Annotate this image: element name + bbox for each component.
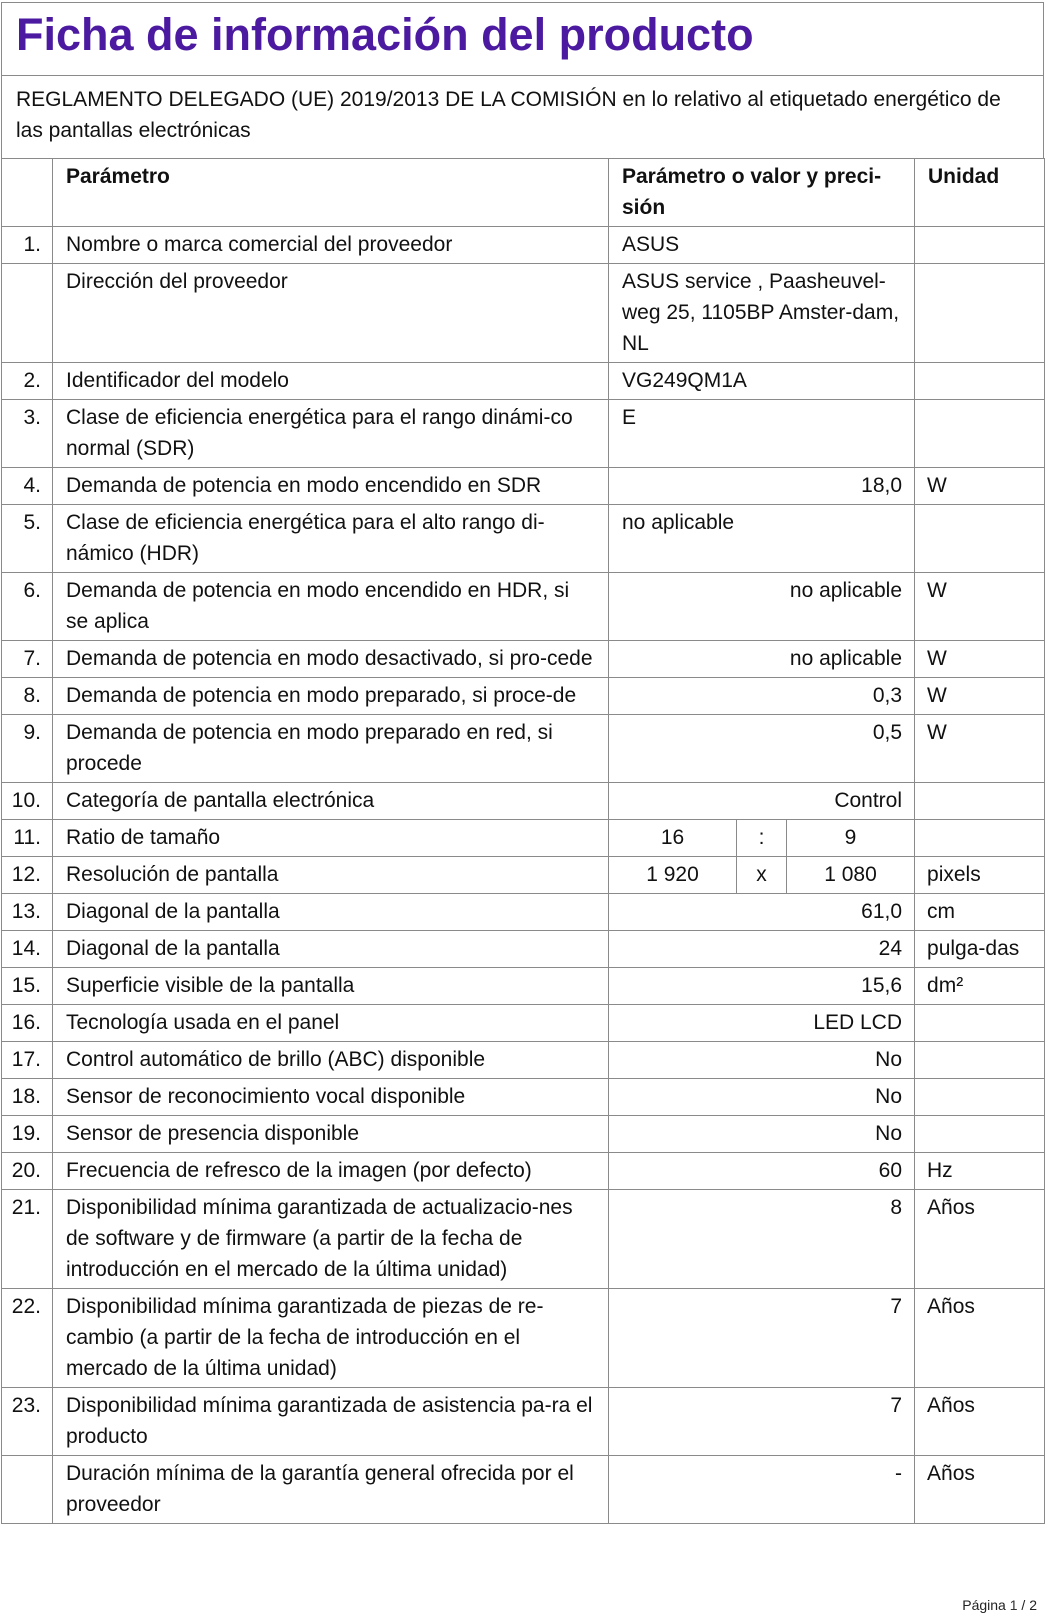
table-row xyxy=(2,1388,1045,1456)
row-parameter: Clase de eficiencia energética para el alto rango di-námico (HDR) xyxy=(53,505,609,573)
row-parameter: Sensor de reconocimiento vocal disponible xyxy=(53,1079,609,1116)
row-unit: W xyxy=(915,678,1045,715)
row-unit xyxy=(915,264,1045,363)
row-parameter: Ratio de tamaño xyxy=(53,820,609,857)
row-value-a: 16 xyxy=(609,820,737,857)
row-value: 15,6 xyxy=(609,968,915,1005)
row-unit xyxy=(915,1079,1045,1116)
table-row xyxy=(2,573,1045,641)
row-value: 24 xyxy=(609,931,915,968)
row-unit: pulga-das xyxy=(915,931,1045,968)
row-value: 7 xyxy=(609,1289,915,1388)
row-value-separator: x xyxy=(737,857,787,894)
row-value: No xyxy=(609,1116,915,1153)
row-number: 8. xyxy=(2,678,53,715)
table-row xyxy=(2,820,1045,857)
row-value: no aplicable xyxy=(609,573,915,641)
row-number xyxy=(2,264,53,363)
row-number: 11. xyxy=(2,820,53,857)
row-unit: W xyxy=(915,641,1045,678)
row-number: 12. xyxy=(2,857,53,894)
row-parameter: Dirección del proveedor xyxy=(53,264,609,363)
regulation-subtitle: REGLAMENTO DELEGADO (UE) 2019/2013 DE LA COMISIÓN en lo relativo al etiquetado energético de las pantallas electrónicas xyxy=(1,75,1044,158)
table-row xyxy=(2,1042,1045,1079)
page-number xyxy=(962,1597,1037,1613)
table-row xyxy=(2,1079,1045,1116)
row-value: ASUS xyxy=(609,227,915,264)
row-parameter: Sensor de presencia disponible xyxy=(53,1116,609,1153)
row-value: 60 xyxy=(609,1153,915,1190)
row-parameter: Control automático de brillo (ABC) disponible xyxy=(53,1042,609,1079)
row-unit xyxy=(915,783,1045,820)
row-unit: W xyxy=(915,468,1045,505)
row-parameter: Nombre o marca comercial del proveedor xyxy=(53,227,609,264)
row-parameter: Clase de eficiencia energética para el rango dinámi-co normal (SDR) xyxy=(53,400,609,468)
product-parameters-table xyxy=(1,158,1045,1524)
row-value: no aplicable xyxy=(609,505,915,573)
table-row xyxy=(2,400,1045,468)
page-total: 2 xyxy=(1029,1597,1037,1613)
row-value: 8 xyxy=(609,1190,915,1289)
header-value: Parámetro o valor y preci-sión xyxy=(609,159,915,227)
row-number: 2. xyxy=(2,363,53,400)
row-number xyxy=(2,1456,53,1524)
table-row xyxy=(2,1116,1045,1153)
header-parameter: Parámetro xyxy=(53,159,609,227)
row-number: 20. xyxy=(2,1153,53,1190)
row-parameter: Diagonal de la pantalla xyxy=(53,894,609,931)
row-parameter: Identificador del modelo xyxy=(53,363,609,400)
row-parameter: Disponibilidad mínima garantizada de piezas de re-cambio (a partir de la fecha de introducción en el mercado de la última unidad) xyxy=(53,1289,609,1388)
table-header-row xyxy=(2,159,1045,227)
row-number: 10. xyxy=(2,783,53,820)
table-row xyxy=(2,857,1045,894)
row-number: 19. xyxy=(2,1116,53,1153)
page-title: Ficha de información del producto xyxy=(16,9,754,60)
row-parameter: Frecuencia de refresco de la imagen (por defecto) xyxy=(53,1153,609,1190)
table-row xyxy=(2,783,1045,820)
table-row xyxy=(2,1190,1045,1289)
table-row xyxy=(2,1289,1045,1388)
row-value: No xyxy=(609,1042,915,1079)
row-parameter: Tecnología usada en el panel xyxy=(53,1005,609,1042)
table-row xyxy=(2,1456,1045,1524)
row-unit: Años xyxy=(915,1190,1045,1289)
row-number: 7. xyxy=(2,641,53,678)
row-unit: Años xyxy=(915,1289,1045,1388)
row-parameter: Resolución de pantalla xyxy=(53,857,609,894)
row-value-a: 1 920 xyxy=(609,857,737,894)
table-row xyxy=(2,641,1045,678)
row-value-b: 1 080 xyxy=(787,857,915,894)
table-row xyxy=(2,264,1045,363)
row-number: 13. xyxy=(2,894,53,931)
row-parameter: Demanda de potencia en modo encendido en SDR xyxy=(53,468,609,505)
row-unit xyxy=(915,400,1045,468)
row-value: ASUS service , Paasheuvel-weg 25, 1105BP Amster-dam, NL xyxy=(609,264,915,363)
row-number: 23. xyxy=(2,1388,53,1456)
row-number: 18. xyxy=(2,1079,53,1116)
row-value: 18,0 xyxy=(609,468,915,505)
row-parameter: Disponibilidad mínima garantizada de asistencia pa-ra el producto xyxy=(53,1388,609,1456)
row-parameter: Demanda de potencia en modo encendido en HDR, si se aplica xyxy=(53,573,609,641)
table-row xyxy=(2,715,1045,783)
row-number: 21. xyxy=(2,1190,53,1289)
table-row xyxy=(2,894,1045,931)
row-number: 17. xyxy=(2,1042,53,1079)
table-body xyxy=(2,227,1045,1524)
row-parameter: Demanda de potencia en modo preparado, si proce-de xyxy=(53,678,609,715)
table-row xyxy=(2,505,1045,573)
page-current: 1 xyxy=(1009,1597,1018,1613)
row-unit xyxy=(915,1116,1045,1153)
row-number: 1. xyxy=(2,227,53,264)
row-value: 61,0 xyxy=(609,894,915,931)
row-value: - xyxy=(609,1456,915,1524)
row-number: 6. xyxy=(2,573,53,641)
row-value: Control xyxy=(609,783,915,820)
page-separator: / xyxy=(1021,1597,1026,1613)
table-row xyxy=(2,1005,1045,1042)
row-value-b: 9 xyxy=(787,820,915,857)
table-row xyxy=(2,468,1045,505)
row-unit: pixels xyxy=(915,857,1045,894)
row-unit: cm xyxy=(915,894,1045,931)
row-unit: W xyxy=(915,715,1045,783)
header-number xyxy=(2,159,53,227)
page-label: Página xyxy=(962,1597,1006,1613)
row-unit xyxy=(915,227,1045,264)
row-value: No xyxy=(609,1079,915,1116)
row-parameter: Diagonal de la pantalla xyxy=(53,931,609,968)
row-unit: W xyxy=(915,573,1045,641)
row-parameter: Disponibilidad mínima garantizada de actualizacio-nes de software y de firmware (a partir de la fecha de introducción en el mercado de la última unidad) xyxy=(53,1190,609,1289)
row-value-separator: : xyxy=(737,820,787,857)
row-value: 0,3 xyxy=(609,678,915,715)
table-row xyxy=(2,363,1045,400)
row-unit: Años xyxy=(915,1456,1045,1524)
row-unit xyxy=(915,1042,1045,1079)
row-parameter: Duración mínima de la garantía general ofrecida por el proveedor xyxy=(53,1456,609,1524)
row-unit: Años xyxy=(915,1388,1045,1456)
table-row xyxy=(2,678,1045,715)
product-information-sheet xyxy=(1,2,1044,1524)
row-value: VG249QM1A xyxy=(609,363,915,400)
row-value: 7 xyxy=(609,1388,915,1456)
row-number: 3. xyxy=(2,400,53,468)
row-number: 9. xyxy=(2,715,53,783)
table-row xyxy=(2,1153,1045,1190)
table-row xyxy=(2,227,1045,264)
title-box xyxy=(1,2,1044,75)
row-number: 14. xyxy=(2,931,53,968)
row-unit xyxy=(915,363,1045,400)
row-number: 16. xyxy=(2,1005,53,1042)
row-parameter: Superficie visible de la pantalla xyxy=(53,968,609,1005)
row-value: 0,5 xyxy=(609,715,915,783)
row-unit: dm² xyxy=(915,968,1045,1005)
row-unit xyxy=(915,820,1045,857)
row-number: 4. xyxy=(2,468,53,505)
row-value: LED LCD xyxy=(609,1005,915,1042)
header-unit: Unidad xyxy=(915,159,1045,227)
row-parameter: Demanda de potencia en modo preparado en red, si procede xyxy=(53,715,609,783)
row-parameter: Demanda de potencia en modo desactivado, si pro-cede xyxy=(53,641,609,678)
row-unit xyxy=(915,1005,1045,1042)
row-number: 5. xyxy=(2,505,53,573)
row-number: 22. xyxy=(2,1289,53,1388)
row-unit: Hz xyxy=(915,1153,1045,1190)
row-parameter: Categoría de pantalla electrónica xyxy=(53,783,609,820)
table-row xyxy=(2,968,1045,1005)
row-value: E xyxy=(609,400,915,468)
row-value: no aplicable xyxy=(609,641,915,678)
row-unit xyxy=(915,505,1045,573)
row-number: 15. xyxy=(2,968,53,1005)
table-row xyxy=(2,931,1045,968)
